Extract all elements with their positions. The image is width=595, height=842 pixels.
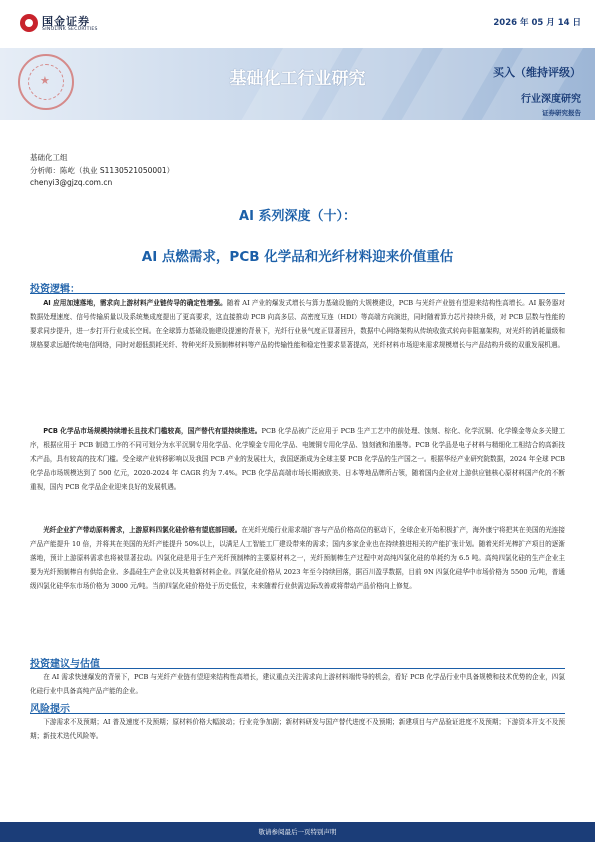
section-divider xyxy=(30,293,565,294)
paragraph-ai-demand xyxy=(30,297,565,353)
analyst-email[interactable]: chenyi3@gjzq.com.cn xyxy=(30,178,113,187)
paragraph-body: 随着 AI 产业的爆发式增长与算力基础设施的大规模建设，PCB 与光纤产业链有望迎来结构性高增长。AI 服务器对数据处理速度、信号传输质量以及系统集成度提出了更高要求，这直接推动 PCB 向高多层、高密度互连（HDI）等高端方向演进，同时随着算力芯片持续升级，对 PCB 层数与性能的要求同步提升，进一步打开行业成长空间。在全球算力基础设施建设提速的背景下，光纤行业景气度正显著回升，数据中心网络架构从传统收敛式转向非阻塞架构，对光纤的消耗量级和规格要求远超传统电信网络，同时对超低损耗光纤、特种光纤及预制棒材料等产品的传输性能和稳定性要求显著提高，光纤材料市场迎来需求规模增长与产品结构升级的双重发展机遇。 xyxy=(30,299,565,349)
paragraph-body: PCB 化学品被广泛应用于 PCB 生产工艺中的前处理、蚀刻、棕化、化学沉铜、化学镍金等众多关键工序，根据应用于 PCB 制造工序的不同可划分为水平沉铜专用化学品、化学镍金专用化学品、电镀铜专用化学品、蚀刻液和油墨等。PCB 化学品是电子材料与精细化工相结合的高新技术产品，具有较高的技术门槛。受全球产业转移影响以及我国 PCB 产业的发展壮大，我国逐渐成为全球主要 PCB 化学品的生产国之一。根据华经产业研究院数据，2024 年全球 PCB 化学品市场规模达到了 500 亿元，2020-2024 年 CAGR 约为 7.4%。PCB 化学品高端市场长期被欧美、日本等地品牌所占领，随着国内企业对上游供应链核心原材料国产化的不断重视，国内 PCB 化学品企业迎来良好的发展机遇。 xyxy=(30,427,565,491)
footer-disclaimer-link[interactable]: 敬请参阅最后一页特别声明 xyxy=(258,828,337,836)
logo-subtext: SINOLINK SECURITIES xyxy=(42,27,98,32)
report-type: 行业深度研究 xyxy=(521,94,581,105)
paragraph-fiber-materials xyxy=(30,524,565,594)
main-headline: AI 点燃需求，PCB 化学品和光纤材料迎来价值重估 xyxy=(141,249,454,265)
author-group: 基础化工组 xyxy=(30,153,68,162)
section-heading-risk: 风险提示 xyxy=(30,704,70,715)
rating-label: 买入（维持评级） xyxy=(493,66,581,79)
paragraph-lead: PCB 化学品市场规模持续增长且技术门槛较高，国产替代有望持续推进。 xyxy=(43,427,262,435)
paragraph-body: 在 AI 需求快速爆发的背景下，PCB 与光纤产业链有望迎来结构性高增长，建议重点关注需求向上游材料端传导的机会，看好 PCB 化学品行业中具备规模和技术优势的企业，四氯化硅行业中具备高纯产品产能的企业。 xyxy=(30,673,565,695)
paragraph-pcb-chemicals xyxy=(30,425,565,495)
paragraph-risk xyxy=(30,716,565,744)
section-divider xyxy=(30,713,565,714)
paragraph-body: 在光纤光缆行业需求端扩容与产品价格高位的驱动下，全球企业开始积极扩产，海外康宁将把其在美国的光连接产品产能提升 10 倍，并将其在美国的光纤产能提升 50%以上，以满足人工智能工厂建设带来的需求；国内多家企业也在持续推进相关的产能扩张计划。随着光纤光棒扩产项目的逐渐落地，预计上游原料需求也将被显著拉动。四氯化硅是用于生产光纤预制棒的主要原材料之一，光纤预制棒生产过程中对高纯四氯化硅的单耗约为 6.5 吨。高纯四氯化硅的生产企业主要为光纤预制棒自有供给企业、多晶硅生产企业以及其他新材料企业。四氯化硅价格从 2023 年至今持续回落，据百川盈孚数据，目前 9N 四氯化硅华中市场价格为 5500 元/吨，普通级四氯化硅华东市场价格为 3000 元/吨。当前四氯化硅价格处于历史低位，未来随着行业供需边际改善或将带动产品价格向上修复。 xyxy=(30,526,566,590)
section-heading-logic: 投资逻辑： xyxy=(30,284,80,295)
section-heading-advice: 投资建议与估值 xyxy=(30,659,100,670)
report-date: 2026 年 05 月 14 日 xyxy=(493,18,581,28)
paragraph-lead: AI 应用加速落地，需求向上游材料产业链传导的确定性增强。 xyxy=(43,299,227,307)
paragraph-body: 下游需求不及预期；AI 普及速度不及预期；原材料价格大幅波动；行业竞争加剧；新材料研发与国产替代进度不及预期；新建项目与产品验证进度不及预期；下游资本开支不及预期；新技术迭代风险等。 xyxy=(30,718,565,740)
star-icon: ★ xyxy=(40,74,50,87)
report-title: 基础化工行业研究 xyxy=(229,69,366,89)
series-title: AI 系列深度（十）： xyxy=(239,209,356,224)
paragraph-lead: 光纤企业扩产带动原料需求，上游原料四氯化硅价格有望底部回暖。 xyxy=(43,526,242,534)
analyst-info: 分析师：陈屹（执业 S1130521050001） xyxy=(30,166,175,175)
paragraph-advice xyxy=(30,671,565,699)
logo-text: 国金证券 xyxy=(42,15,90,28)
logo-icon xyxy=(20,14,38,32)
report-category: 证券研究报告 xyxy=(542,109,581,117)
section-divider xyxy=(30,668,565,669)
